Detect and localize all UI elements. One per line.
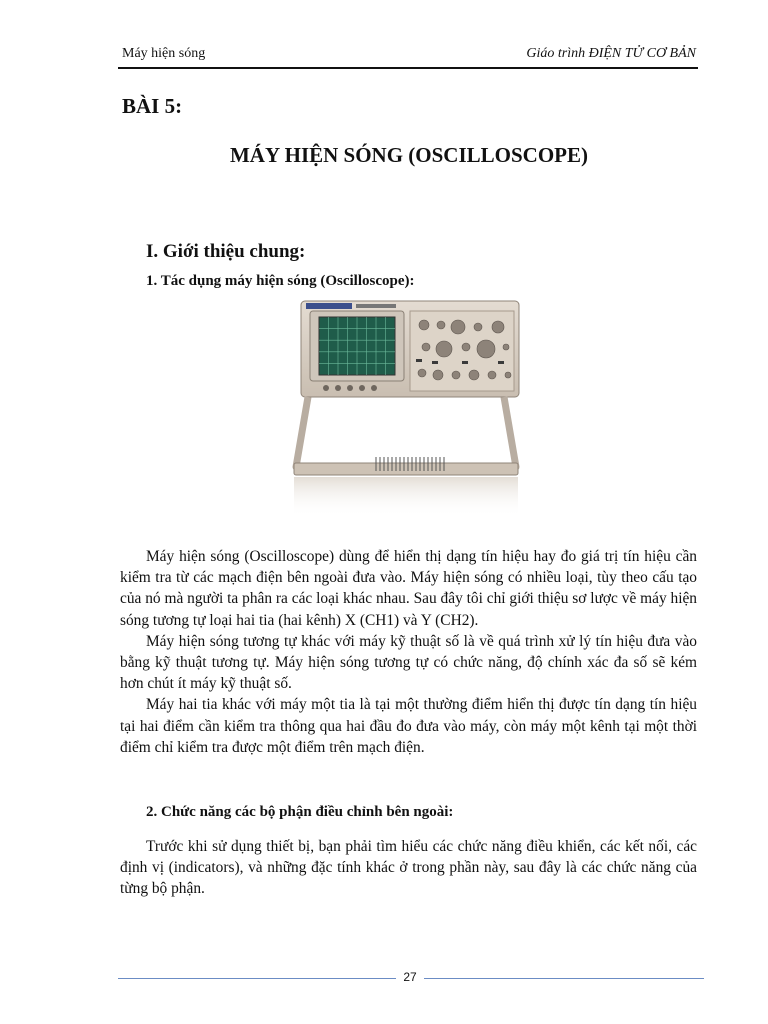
footer-rule-left xyxy=(118,978,396,979)
subsection-heading-2: 2. Chức năng các bộ phận điều chỉnh bên ngoài: xyxy=(146,804,454,820)
paragraph-3: Máy hai tia khác với máy một tia là tại một thường điểm hiển thị được tín dạng tín hiệu tại hai điểm cần kiểm tra thông qua hai đầu đo đưa vào máy, còn máy một kênh tại một thời điểm chỉ kiểm tra được một điểm trên mạch điện. xyxy=(120,696,697,756)
page-title: MÁY HIỆN SÓNG (OSCILLOSCOPE) xyxy=(229,143,588,167)
subsection-heading-1: 1. Tác dụng máy hiện sóng (Oscilloscope): xyxy=(146,273,415,289)
footer-rule-right xyxy=(424,978,704,979)
oscilloscope-icon xyxy=(286,297,526,519)
oscilloscope-photo xyxy=(286,297,526,519)
page-number: 27 xyxy=(403,970,417,984)
paragraph-2: Máy hiện sóng tương tự khác với máy kỹ thuật số là về quá trình xử lý tín hiệu đưa vào bằng kỹ thuật tương tự. Máy hiện sóng tương tự có chức năng, độ chính xác đa số sẽ kém hơn chút ít máy kỹ thuật số. xyxy=(120,632,697,693)
header-right-title: Giáo trình ĐIỆN TỬ CƠ BẢN xyxy=(526,46,696,61)
section2-paragraph-block xyxy=(120,836,697,900)
paragraph-4: Trước khi sử dụng thiết bị, bạn phải tìm hiểu các chức năng điều khiển, các kết nối, các định vị (indicators), và những đặc tính khác ở trong phần này, sau đây là các chức năng của từng bộ phận. xyxy=(120,838,697,898)
intro-paragraphs xyxy=(120,546,697,758)
paragraph-1: Máy hiện sóng (Oscilloscope) dùng để hiển thị dạng tín hiệu hay đo giá trị tín hiệu cần kiểm tra từ các mạch điện bên ngoài đưa vào. Máy hiện sóng có nhiều loại, tùy theo cấu tạo của nó mà người ta phân ra các loại khác nhau. Sau đây tôi chỉ giới thiệu sơ lược về máy hiện sóng tương tự loại hai tia (hai kênh) X (CH1) và Y (CH2). xyxy=(120,548,697,629)
header-left-title: Máy hiện sóng xyxy=(122,46,206,61)
lesson-label: BÀI 5: xyxy=(122,94,183,118)
section-heading: I. Giới thiệu chung: xyxy=(146,241,306,262)
header-rule xyxy=(118,67,698,69)
